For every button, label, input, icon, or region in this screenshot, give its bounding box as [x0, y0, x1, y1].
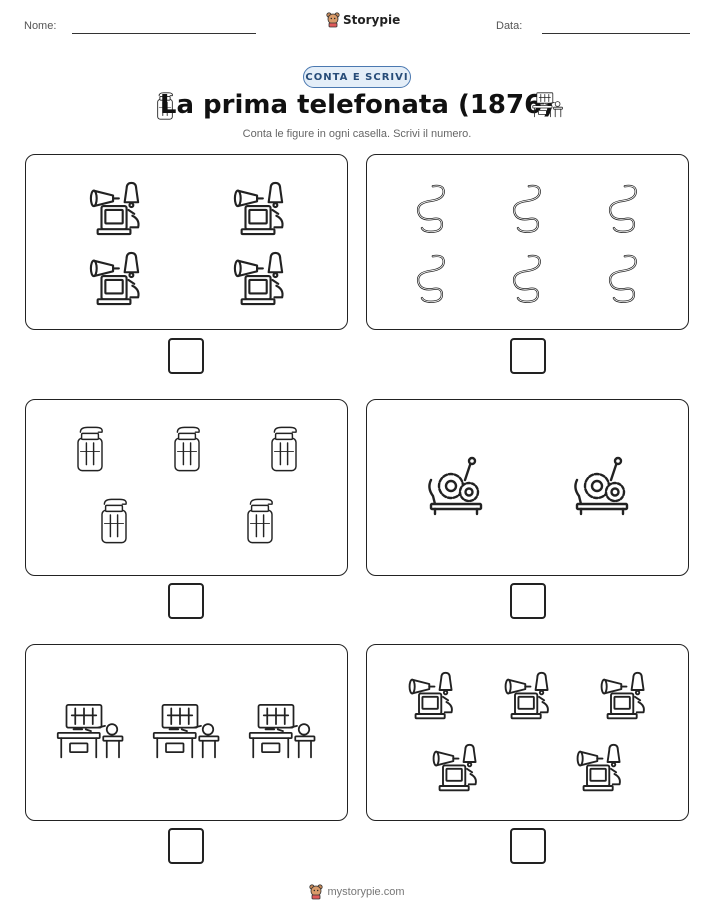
footer-url[interactable]: mystorypie.com [327, 886, 405, 898]
panel-1 [25, 154, 348, 330]
instructions: Conta le figure in ogni casella. Scrivi il numero. [242, 128, 472, 140]
gramophone-telephone-icon [575, 743, 623, 793]
panel-5 [25, 644, 348, 821]
cable-wire-icon [603, 181, 643, 237]
cable-wire-icon [411, 181, 451, 237]
answer-box-2[interactable] [510, 338, 546, 374]
panel-2 [366, 154, 689, 330]
cable-wire-icon [411, 251, 451, 307]
activity-badge: CONTA E SCRIVI [303, 66, 411, 88]
brand-name: Storypie [343, 13, 401, 27]
battery-jar-icon [242, 496, 278, 546]
gramophone-telephone-icon [407, 671, 455, 721]
page-title: La prima telefonata (1876) [159, 90, 555, 120]
gramophone-telephone-icon [503, 671, 551, 721]
date-label: Data: [496, 20, 523, 32]
gramophone-telephone-icon [232, 251, 286, 307]
workbench-icon [56, 701, 126, 763]
bear-icon [309, 884, 323, 900]
gear-machine-icon [571, 456, 631, 518]
date-line[interactable] [542, 33, 690, 34]
workbench-icon [152, 701, 222, 763]
panel-3 [25, 399, 348, 576]
gramophone-telephone-icon [431, 743, 479, 793]
workbench-icon [248, 701, 318, 763]
workbench-icon [532, 92, 564, 120]
name-line[interactable] [72, 33, 256, 34]
answer-box-1[interactable] [168, 338, 204, 374]
name-label: Nome: [24, 20, 57, 32]
answer-box-5[interactable] [168, 828, 204, 864]
gramophone-telephone-icon [88, 181, 142, 237]
battery-jar-icon [169, 424, 205, 474]
gramophone-telephone-icon [599, 671, 647, 721]
footer [0, 884, 714, 900]
bear-icon [326, 12, 340, 28]
brand-logo [326, 12, 400, 28]
gear-machine-icon [425, 456, 485, 518]
cable-wire-icon [603, 251, 643, 307]
answer-box-3[interactable] [168, 583, 204, 619]
cable-wire-icon [507, 181, 547, 237]
battery-jar-icon [96, 496, 132, 546]
answer-box-6[interactable] [510, 828, 546, 864]
battery-jar-icon [72, 424, 108, 474]
cable-wire-icon [507, 251, 547, 307]
gramophone-telephone-icon [232, 181, 286, 237]
answer-box-4[interactable] [510, 583, 546, 619]
panel-6 [366, 644, 689, 821]
gramophone-telephone-icon [88, 251, 142, 307]
battery-jar-icon [266, 424, 302, 474]
panel-4 [366, 399, 689, 576]
